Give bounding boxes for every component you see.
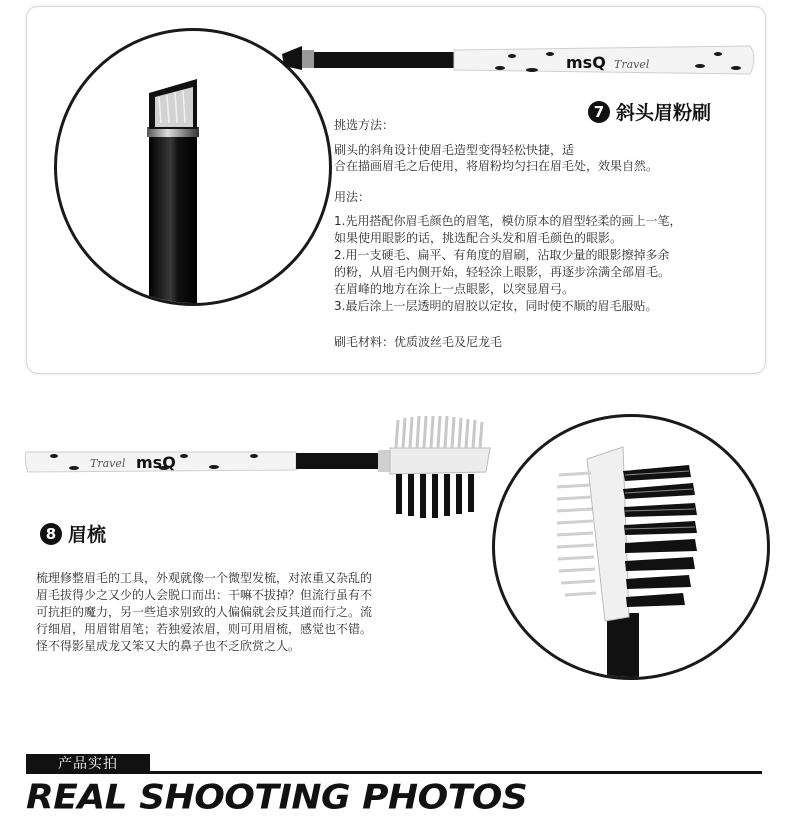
banner-tab: 产品实拍 bbox=[26, 754, 150, 774]
usage-line-5: 在眉峰的地方在涂上一点眼影，以突显眉弓。 bbox=[334, 282, 575, 296]
svg-text:Travel: Travel bbox=[614, 58, 650, 71]
comb-desc-line-4: 行细眉，用眉钳眉笔；若独爱浓眉，则可用眉梳，感觉也不错。 bbox=[36, 622, 373, 636]
usage-line-2: 如果使用眼影的话，挑选配合头发和眉毛颜色的眼影。 bbox=[334, 231, 623, 245]
select-line-1: 刷头的斜角设计使眉毛造型变得轻松快捷，适 bbox=[334, 143, 575, 157]
material-text: 刷毛材料：优质波丝毛及尼龙毛 bbox=[334, 335, 503, 349]
brand-logo-7: msQ bbox=[566, 53, 606, 72]
comb-desc-line-2: 眉毛拔得少之又少的人会脱口而出：干嘛不拔掉？但流行虽有不 bbox=[36, 588, 373, 602]
comb-desc-line-3: 可抗拒的魔力，另一些追求别致的人偏偏就会反其道而行之。流 bbox=[36, 605, 373, 619]
select-method-label: 挑选方法： bbox=[334, 118, 395, 132]
usage-line-4: 的粉，从眉毛内侧开始，轻轻涂上眼影，再逐步涂满全部眉毛。 bbox=[334, 265, 671, 279]
select-line-2: 合在描画眉毛之后使用，将眉粉均匀扫在眉毛处，效果自然。 bbox=[334, 159, 659, 173]
section-7-heading bbox=[588, 98, 711, 125]
brand-logo-8: msQ bbox=[136, 453, 176, 472]
usage-line-1: 1.先用搭配你眉毛颜色的眉笔，模仿原本的眉型轻柔的画上一笔， bbox=[334, 214, 682, 228]
section-7-number: 7 bbox=[588, 101, 610, 123]
comb-desc-line-5: 怪不得影星成龙又笨又大的鼻子也不乏欣赏之人。 bbox=[36, 639, 301, 653]
svg-text:Travel: Travel bbox=[90, 457, 126, 470]
comb-desc-line-1: 梳理修整眉毛的工具，外观就像一个微型发梳，对浓重又杂乱的 bbox=[36, 571, 373, 585]
section-8-number: 8 bbox=[40, 523, 62, 545]
usage-label: 用法： bbox=[334, 190, 371, 204]
usage-line-6: 3.最后涂上一层透明的眉胶以定妆，同时使不顺的眉毛服贴。 bbox=[334, 299, 658, 313]
section-7-title: 斜头眉粉刷 bbox=[616, 102, 712, 124]
eyebrow-comb-closeup-image bbox=[492, 414, 770, 680]
section-8-heading bbox=[40, 520, 106, 547]
eyebrow-comb-full-image bbox=[24, 412, 494, 522]
section-8-title: 眉梳 bbox=[68, 524, 107, 546]
usage-line-3: 2.用一支硬毛、扁平、有角度的眉刷，沾取少量的眼影擦掉多余 bbox=[334, 248, 670, 262]
angled-brush-full-image bbox=[280, 44, 760, 94]
banner-title: REAL SHOOTING PHOTOS bbox=[26, 778, 528, 817]
